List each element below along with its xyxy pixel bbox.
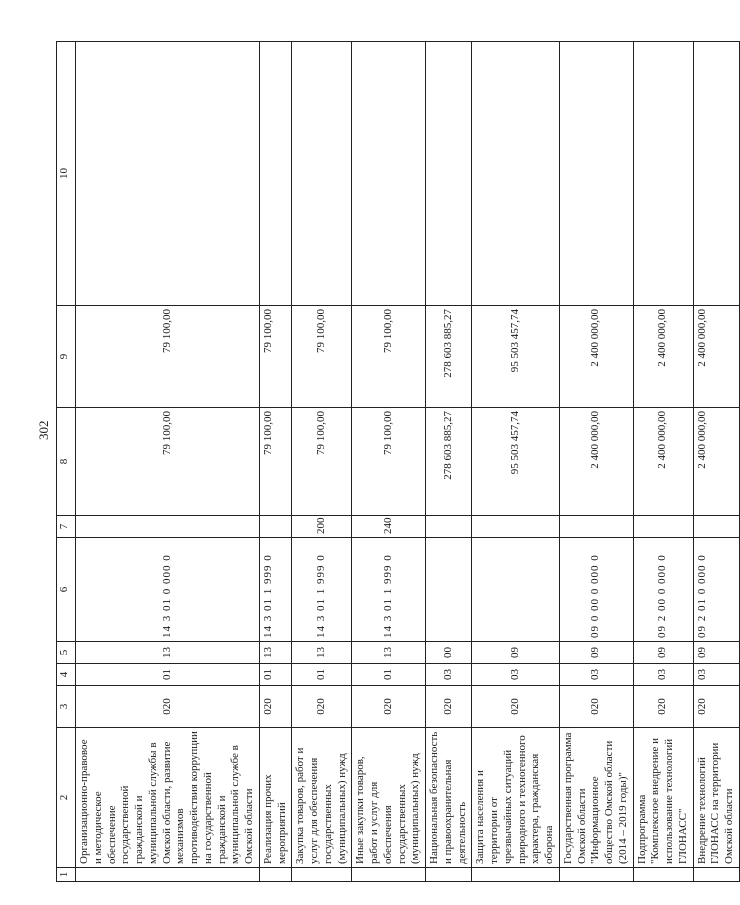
table-row xyxy=(426,42,472,882)
table-row xyxy=(76,42,260,882)
cell-name: Государственная программа Омской области "Информационное общество Омской области (2014 – 2019 годы)" xyxy=(559,728,633,868)
cell-sum-9: 2 400 000,00 xyxy=(693,306,739,408)
page-number: 302 xyxy=(36,420,51,440)
cell-sum-total: 2 400 000,00 xyxy=(693,408,739,516)
col-header-2: 2 xyxy=(57,728,76,868)
cell-sum-total: 79 100,00 xyxy=(259,408,292,516)
cell-subsection: 13 xyxy=(76,642,260,664)
cell-expense-type: 240 xyxy=(352,516,426,538)
cell-admin: 020 xyxy=(426,686,472,728)
cell-sum-9: 79 100,00 xyxy=(76,306,260,408)
cell-expense-type xyxy=(426,516,472,538)
cell-target xyxy=(472,538,560,642)
cell-sum-9: 2 400 000,00 xyxy=(633,306,693,408)
col-header-7: 7 xyxy=(57,516,76,538)
cell-sum-total: 79 100,00 xyxy=(76,408,260,516)
cell-sum-total: 2 400 000,00 xyxy=(633,408,693,516)
cell-expense-type xyxy=(559,516,633,538)
cell-expense-type xyxy=(693,516,739,538)
cell-sum-10 xyxy=(426,42,472,306)
cell-expense-type xyxy=(633,516,693,538)
cell-subsection: 09 xyxy=(559,642,633,664)
col-header-5: 5 xyxy=(57,642,76,664)
cell-sum-10 xyxy=(352,42,426,306)
col-header-9: 9 xyxy=(57,306,76,408)
cell-subsection: 13 xyxy=(352,642,426,664)
col-header-4: 4 xyxy=(57,664,76,686)
cell-sum-total: 278 603 885,27 xyxy=(426,408,472,516)
cell-sum-10 xyxy=(292,42,352,306)
cell-col1 xyxy=(693,868,739,882)
cell-expense-type xyxy=(76,516,260,538)
cell-name: Иные закупки товаров, работ и услуг для обеспечения государственных (муниципальных) нужд xyxy=(352,728,426,868)
cell-sum-10 xyxy=(472,42,560,306)
cell-sum-total: 95 503 457,74 xyxy=(472,408,560,516)
cell-admin: 020 xyxy=(633,686,693,728)
cell-expense-type: 200 xyxy=(292,516,352,538)
cell-section: 01 xyxy=(76,664,260,686)
cell-sum-10 xyxy=(76,42,260,306)
cell-name: Национальная безопасность и правоохранительная деятельность xyxy=(426,728,472,868)
cell-sum-9: 79 100,00 xyxy=(259,306,292,408)
cell-section: 03 xyxy=(472,664,560,686)
col-header-10: 10 xyxy=(57,42,76,306)
budget-table xyxy=(56,41,740,882)
col-header-8: 8 xyxy=(57,408,76,516)
cell-target: 14 3 01 1 999 0 xyxy=(352,538,426,642)
cell-admin: 020 xyxy=(352,686,426,728)
table-row xyxy=(472,42,560,882)
cell-target xyxy=(426,538,472,642)
cell-col1 xyxy=(76,868,260,882)
cell-subsection: 09 xyxy=(693,642,739,664)
cell-col1 xyxy=(259,868,292,882)
cell-col1 xyxy=(426,868,472,882)
cell-expense-type xyxy=(472,516,560,538)
col-header-3: 3 xyxy=(57,686,76,728)
cell-col1 xyxy=(633,868,693,882)
table-row xyxy=(633,42,693,882)
col-header-1: 1 xyxy=(57,868,76,882)
col-header-6: 6 xyxy=(57,538,76,642)
cell-name: Организационно-правовое и методическое обеспечение государственной гражданской и муниципальной службы в Омской области, развитие механизмов противодействия коррупции на государственной гражданской и муниципальной службе в Омской области xyxy=(76,728,260,868)
cell-sum-9: 79 100,00 xyxy=(292,306,352,408)
cell-subsection: 00 xyxy=(426,642,472,664)
cell-col1 xyxy=(559,868,633,882)
header-row xyxy=(57,42,76,882)
cell-sum-10 xyxy=(693,42,739,306)
cell-admin: 020 xyxy=(76,686,260,728)
cell-sum-total: 79 100,00 xyxy=(352,408,426,516)
cell-target: 14 3 01 0 000 0 xyxy=(76,538,260,642)
cell-target: 09 2 00 0 000 0 xyxy=(633,538,693,642)
rotated-page-body xyxy=(56,42,735,882)
cell-section: 01 xyxy=(352,664,426,686)
cell-subsection: 09 xyxy=(633,642,693,664)
cell-sum-total: 2 400 000,00 xyxy=(559,408,633,516)
cell-section: 01 xyxy=(292,664,352,686)
cell-section: 03 xyxy=(559,664,633,686)
cell-admin: 020 xyxy=(292,686,352,728)
cell-subsection: 13 xyxy=(292,642,352,664)
cell-name: Реализация прочих мероприятий xyxy=(259,728,292,868)
cell-section: 01 xyxy=(259,664,292,686)
cell-section: 03 xyxy=(633,664,693,686)
cell-admin: 020 xyxy=(559,686,633,728)
cell-subsection: 09 xyxy=(472,642,560,664)
cell-section: 03 xyxy=(693,664,739,686)
cell-sum-10 xyxy=(633,42,693,306)
cell-name: Внедрение технологий ГЛОНАСС на территории Омской области xyxy=(693,728,739,868)
cell-admin: 020 xyxy=(259,686,292,728)
cell-admin: 020 xyxy=(472,686,560,728)
cell-col1 xyxy=(352,868,426,882)
table-row xyxy=(292,42,352,882)
cell-col1 xyxy=(292,868,352,882)
cell-name: Закупка товаров, работ и услуг для обеспечения государственных (муниципальных) нужд xyxy=(292,728,352,868)
table-row xyxy=(559,42,633,882)
cell-target: 14 3 01 1 999 0 xyxy=(292,538,352,642)
cell-sum-9: 2 400 000,00 xyxy=(559,306,633,408)
table-row xyxy=(693,42,739,882)
cell-name: Защита населения и территории от чрезвычайных ситуаций природного и техногенного характера, гражданская оборона xyxy=(472,728,560,868)
cell-section: 03 xyxy=(426,664,472,686)
table-row xyxy=(259,42,292,882)
cell-target: 09 2 01 0 000 0 xyxy=(693,538,739,642)
cell-sum-total: 79 100,00 xyxy=(292,408,352,516)
table-row xyxy=(352,42,426,882)
cell-expense-type xyxy=(259,516,292,538)
cell-name: Подпрограмма "Комплексное внедрение и использование технологий ГЛОНАСС" xyxy=(633,728,693,868)
cell-sum-9: 95 503 457,74 xyxy=(472,306,560,408)
cell-sum-9: 278 603 885,27 xyxy=(426,306,472,408)
cell-col1 xyxy=(472,868,560,882)
cell-admin: 020 xyxy=(693,686,739,728)
cell-sum-9: 79 100,00 xyxy=(352,306,426,408)
cell-target: 09 0 00 0 000 0 xyxy=(559,538,633,642)
cell-target: 14 3 01 1 999 0 xyxy=(259,538,292,642)
cell-sum-10 xyxy=(259,42,292,306)
cell-sum-10 xyxy=(559,42,633,306)
cell-subsection: 13 xyxy=(259,642,292,664)
